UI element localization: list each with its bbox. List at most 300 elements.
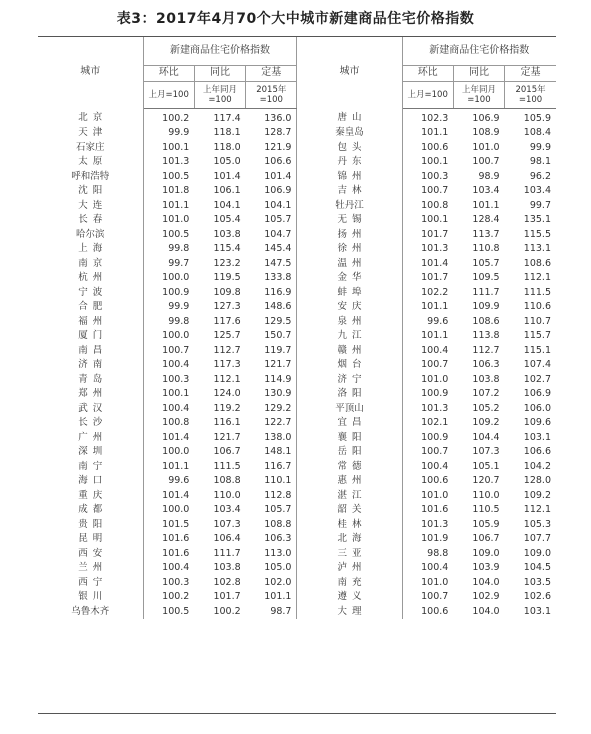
mom-cell-right: 101.3 [421, 402, 449, 414]
yoy-cell-left: 107.3 [213, 518, 241, 530]
yoy-cell-left: 100.2 [213, 605, 241, 617]
note-base-right: 2015年=100 [505, 81, 556, 108]
table-row [38, 532, 556, 547]
header-city-left: 城市 [38, 37, 143, 108]
table-row [38, 228, 556, 243]
mom-cell-left: 99.8 [168, 315, 190, 327]
city-cell-left: 呼和浩特 [38, 170, 143, 185]
table-row [38, 489, 556, 504]
table-row [38, 358, 556, 373]
base-cell-left: 148.1 [246, 445, 297, 460]
base-cell-right: 115.1 [523, 344, 551, 356]
base-cell-right: 115.5 [523, 228, 551, 240]
mom-cell-left: 100.3 [162, 373, 190, 385]
mom-cell-left: 100.5 [162, 605, 190, 617]
base-cell-left: 121.7 [246, 358, 297, 373]
header-base-left: 定基 [246, 66, 297, 82]
yoy-cell-right: 106.9 [472, 112, 500, 124]
table-row [38, 315, 556, 330]
mom-cell-right: 101.1 [421, 330, 449, 341]
base-cell-right: 110.7 [523, 315, 551, 327]
yoy-cell-right: 105.2 [472, 402, 500, 414]
base-cell-left: 106.6 [246, 155, 297, 170]
city-cell-left: 厦门 [38, 329, 143, 344]
city-cell-left: 宁波 [38, 286, 143, 301]
table-row [38, 126, 556, 141]
base-cell-left: 130.9 [246, 387, 297, 402]
city-cell-right: 烟台 [297, 358, 402, 373]
city-cell-right: 徐州 [297, 242, 402, 257]
mom-cell-left: 100.0 [162, 504, 190, 515]
base-cell-right: 112.1 [523, 272, 551, 283]
mom-cell-right: 100.6 [421, 141, 449, 153]
base-cell-left: 98.7 [246, 605, 297, 620]
mom-cell-right: 102.1 [421, 417, 449, 428]
base-cell-left: 108.8 [246, 518, 297, 533]
mom-cell-left: 99.6 [168, 475, 190, 486]
city-cell-right: 无锡 [297, 213, 402, 228]
yoy-cell-left: 111.5 [213, 460, 241, 472]
city-cell-right: 湛江 [297, 489, 402, 504]
base-cell-right: 103.4 [523, 185, 551, 196]
mom-cell-left: 100.2 [162, 591, 190, 602]
city-cell-left: 昆明 [38, 532, 143, 547]
yoy-cell-left: 111.7 [213, 547, 241, 559]
base-cell-right: 104.2 [523, 460, 551, 472]
yoy-cell-right: 113.8 [472, 330, 500, 341]
yoy-cell-right: 107.2 [472, 388, 500, 399]
yoy-cell-left: 121.7 [213, 431, 241, 443]
mom-cell-left: 100.7 [162, 344, 190, 356]
table-row [38, 460, 556, 475]
yoy-cell-left: 124.0 [213, 388, 241, 399]
yoy-cell-right: 113.7 [472, 228, 500, 240]
mom-cell-left: 100.4 [162, 402, 190, 414]
yoy-cell-right: 104.4 [472, 431, 500, 443]
city-cell-left: 武汉 [38, 402, 143, 417]
header-group-left: 新建商品住宅价格指数 [143, 37, 297, 66]
mom-cell-right: 101.6 [421, 504, 449, 515]
base-cell-right: 106.0 [523, 402, 551, 414]
city-cell-right: 锦州 [297, 170, 402, 185]
city-cell-right: 三亚 [297, 547, 402, 562]
yoy-cell-right: 111.7 [472, 286, 500, 298]
base-cell-right: 109.0 [523, 547, 551, 559]
mom-cell-left: 99.8 [168, 243, 190, 254]
table-row [38, 108, 556, 126]
mom-cell-left: 100.8 [162, 417, 190, 428]
mom-cell-left: 101.8 [162, 185, 190, 196]
city-cell-right: 九江 [297, 329, 402, 344]
note-mom-right: 上月=100 [402, 81, 453, 108]
note-base-left: 2015年=100 [246, 81, 297, 108]
mom-cell-left: 99.7 [168, 257, 190, 269]
yoy-cell-right: 104.0 [472, 605, 500, 617]
yoy-cell-left: 123.2 [213, 257, 241, 269]
table-row [38, 547, 556, 562]
base-cell-right: 98.1 [529, 156, 551, 167]
base-cell-left: 113.0 [246, 547, 297, 562]
yoy-cell-right: 105.7 [472, 257, 500, 269]
mom-cell-right: 101.9 [421, 533, 449, 544]
note-yoy-left: 上年同月=100 [194, 81, 245, 108]
city-cell-left: 乌鲁木齐 [38, 605, 143, 620]
table-row [38, 344, 556, 359]
header-yoy-right: 同比 [453, 66, 504, 82]
mom-cell-left: 100.0 [162, 446, 190, 457]
city-cell-left: 成都 [38, 503, 143, 518]
city-cell-right: 常德 [297, 460, 402, 475]
city-cell-left: 深圳 [38, 445, 143, 460]
mom-cell-left: 100.5 [162, 170, 190, 182]
yoy-cell-right: 107.3 [472, 446, 500, 457]
yoy-cell-right: 109.0 [472, 547, 500, 559]
mom-cell-right: 100.1 [421, 156, 449, 167]
yoy-cell-left: 119.2 [213, 402, 241, 414]
mom-cell-left: 100.0 [162, 272, 190, 283]
note-mom-left: 上月=100 [143, 81, 194, 108]
city-cell-right: 桂林 [297, 518, 402, 533]
mom-cell-right: 101.1 [421, 301, 449, 312]
base-cell-right: 99.7 [529, 199, 551, 211]
mom-cell-right: 100.8 [421, 199, 449, 211]
table-row [38, 170, 556, 185]
mom-cell-left: 101.4 [162, 489, 190, 501]
table-row [38, 431, 556, 446]
base-cell-left: 133.8 [246, 271, 297, 286]
city-cell-right: 韶关 [297, 503, 402, 518]
yoy-cell-right: 106.7 [472, 533, 500, 544]
table-row [38, 416, 556, 431]
mom-cell-left: 100.1 [162, 388, 190, 399]
mom-cell-right: 101.0 [421, 373, 449, 385]
yoy-cell-left: 105.0 [213, 156, 241, 167]
base-cell-right: 99.9 [529, 141, 551, 153]
city-cell-right: 赣州 [297, 344, 402, 359]
base-cell-left: 114.9 [246, 373, 297, 388]
city-cell-right: 包头 [297, 141, 402, 156]
yoy-cell-left: 103.8 [213, 228, 241, 240]
table-row [38, 576, 556, 591]
table-row [38, 590, 556, 605]
base-cell-right: 106.9 [523, 388, 551, 399]
mom-cell-right: 101.4 [421, 257, 449, 269]
mom-cell-left: 101.6 [162, 547, 190, 559]
city-cell-right: 温州 [297, 257, 402, 272]
mom-cell-right: 100.7 [421, 446, 449, 457]
city-cell-left: 杭州 [38, 271, 143, 286]
yoy-cell-left: 118.0 [213, 141, 241, 153]
table-body [38, 108, 556, 619]
base-cell-left: 112.8 [246, 489, 297, 504]
yoy-cell-left: 112.1 [213, 373, 241, 385]
mom-cell-right: 98.8 [427, 547, 449, 559]
mom-cell-left: 100.2 [162, 112, 190, 124]
yoy-cell-left: 119.5 [213, 272, 241, 283]
mom-cell-right: 101.0 [421, 489, 449, 501]
yoy-cell-left: 110.0 [213, 489, 241, 501]
base-cell-left: 116.7 [246, 460, 297, 475]
mom-cell-right: 100.9 [421, 388, 449, 399]
base-cell-left: 129.5 [246, 315, 297, 330]
city-cell-left: 哈尔滨 [38, 228, 143, 243]
base-cell-left: 129.2 [246, 402, 297, 417]
city-cell-left: 贵阳 [38, 518, 143, 533]
yoy-cell-right: 105.9 [472, 518, 500, 530]
yoy-cell-right: 103.8 [472, 373, 500, 385]
city-cell-left: 南宁 [38, 460, 143, 475]
yoy-cell-left: 118.1 [213, 127, 241, 138]
mom-cell-right: 102.3 [421, 112, 449, 124]
yoy-cell-right: 105.1 [472, 460, 500, 472]
city-cell-left: 济南 [38, 358, 143, 373]
city-cell-left: 上海 [38, 242, 143, 257]
yoy-cell-right: 109.2 [472, 417, 500, 428]
mom-cell-right: 100.4 [421, 562, 449, 573]
table-row [38, 329, 556, 344]
mom-cell-right: 100.3 [421, 170, 449, 182]
city-cell-left: 南昌 [38, 344, 143, 359]
yoy-cell-left: 127.3 [213, 301, 241, 312]
yoy-cell-left: 102.8 [213, 576, 241, 588]
city-cell-left: 广州 [38, 431, 143, 446]
base-cell-left: 150.7 [246, 329, 297, 344]
mom-cell-left: 101.0 [162, 214, 190, 225]
base-cell-right: 112.1 [523, 504, 551, 515]
mom-cell-left: 101.5 [162, 518, 190, 530]
city-cell-right: 岳阳 [297, 445, 402, 460]
mom-cell-right: 99.6 [427, 315, 449, 327]
table-row [38, 257, 556, 272]
city-cell-left: 长春 [38, 213, 143, 228]
mom-cell-right: 102.2 [421, 286, 449, 298]
yoy-cell-right: 120.7 [472, 475, 500, 486]
base-cell-right: 103.1 [523, 431, 551, 443]
city-cell-left: 福州 [38, 315, 143, 330]
table-row [38, 518, 556, 533]
mom-cell-left: 101.3 [162, 156, 190, 167]
city-cell-left: 大连 [38, 199, 143, 214]
mom-cell-right: 101.1 [421, 127, 449, 138]
yoy-cell-left: 106.1 [213, 185, 241, 196]
base-cell-left: 104.1 [246, 199, 297, 214]
base-cell-right: 109.6 [523, 417, 551, 428]
city-cell-right: 安庆 [297, 300, 402, 315]
city-cell-left: 银川 [38, 590, 143, 605]
yoy-cell-left: 125.7 [213, 330, 241, 341]
yoy-cell-right: 101.0 [472, 141, 500, 153]
city-cell-right: 北海 [297, 532, 402, 547]
yoy-cell-right: 110.5 [472, 504, 500, 515]
mom-cell-right: 101.0 [421, 576, 449, 588]
table-row [38, 474, 556, 489]
base-cell-left: 106.3 [246, 532, 297, 547]
base-cell-left: 148.6 [246, 300, 297, 315]
yoy-cell-left: 117.6 [213, 315, 241, 327]
table-row [38, 141, 556, 156]
mom-cell-left: 101.4 [162, 431, 190, 443]
table-row [38, 300, 556, 315]
base-cell-right: 135.1 [523, 214, 551, 225]
yoy-cell-left: 106.4 [213, 533, 241, 544]
city-cell-right: 扬州 [297, 228, 402, 243]
table-row [38, 402, 556, 417]
mom-cell-left: 101.1 [162, 460, 190, 472]
base-cell-right: 96.2 [529, 170, 551, 182]
base-cell-left: 116.9 [246, 286, 297, 301]
table-row [38, 199, 556, 214]
yoy-cell-right: 108.6 [472, 315, 500, 327]
yoy-cell-right: 108.9 [472, 127, 500, 138]
base-cell-right: 105.9 [523, 112, 551, 124]
city-cell-right: 大理 [297, 605, 402, 620]
base-cell-right: 128.0 [523, 475, 551, 486]
base-cell-left: 128.7 [246, 126, 297, 141]
base-cell-left: 101.1 [246, 590, 297, 605]
yoy-cell-right: 101.1 [472, 199, 500, 211]
base-cell-left: 105.7 [246, 213, 297, 228]
yoy-cell-right: 103.4 [472, 185, 500, 196]
base-cell-right: 109.2 [523, 489, 551, 501]
yoy-cell-right: 109.9 [472, 301, 500, 312]
city-cell-right: 蚌埠 [297, 286, 402, 301]
note-yoy-right: 上年同月=100 [453, 81, 504, 108]
city-cell-right: 泸州 [297, 561, 402, 576]
city-cell-right: 遵义 [297, 590, 402, 605]
city-cell-right: 唐山 [297, 108, 402, 126]
header-yoy-left: 同比 [194, 66, 245, 82]
city-cell-right: 南充 [297, 576, 402, 591]
mom-cell-right: 100.9 [421, 431, 449, 443]
city-cell-left: 郑州 [38, 387, 143, 402]
mom-cell-left: 101.1 [162, 199, 190, 211]
city-cell-left: 重庆 [38, 489, 143, 504]
city-cell-right: 泉州 [297, 315, 402, 330]
yoy-cell-right: 100.7 [472, 156, 500, 167]
mom-cell-right: 100.7 [421, 185, 449, 196]
mom-cell-right: 100.6 [421, 605, 449, 617]
base-cell-right: 111.5 [523, 286, 551, 298]
yoy-cell-left: 101.7 [213, 591, 241, 602]
yoy-cell-right: 109.5 [472, 272, 500, 283]
base-cell-right: 107.7 [523, 533, 551, 544]
city-cell-right: 宜昌 [297, 416, 402, 431]
city-cell-right: 济宁 [297, 373, 402, 388]
table-row [38, 242, 556, 257]
header-group-right: 新建商品住宅价格指数 [402, 37, 556, 66]
city-cell-left: 合肥 [38, 300, 143, 315]
mom-cell-left: 100.0 [162, 330, 190, 341]
yoy-cell-left: 101.4 [213, 170, 241, 182]
header-city-right: 城市 [297, 37, 402, 108]
mom-cell-left: 99.9 [168, 127, 190, 138]
yoy-cell-right: 102.9 [472, 591, 500, 602]
mom-cell-right: 100.7 [421, 359, 449, 370]
table-title: 表3：2017年4月70个大中城市新建商品住宅价格指数 [116, 11, 475, 27]
city-cell-right: 惠州 [297, 474, 402, 489]
city-cell-left: 兰州 [38, 561, 143, 576]
base-cell-left: 136.0 [246, 108, 297, 126]
base-cell-left: 147.5 [246, 257, 297, 272]
city-cell-right: 丹东 [297, 155, 402, 170]
base-cell-right: 103.1 [523, 605, 551, 617]
city-cell-left: 沈阳 [38, 184, 143, 199]
mom-cell-right: 100.4 [421, 460, 449, 472]
mom-cell-right: 101.3 [421, 518, 449, 530]
mom-cell-right: 101.7 [421, 228, 449, 240]
mom-cell-left: 99.9 [168, 301, 190, 312]
city-cell-left: 青岛 [38, 373, 143, 388]
mom-cell-right: 100.1 [421, 214, 449, 225]
base-cell-right: 103.5 [523, 576, 551, 588]
base-cell-right: 105.3 [523, 518, 551, 530]
table-row [38, 561, 556, 576]
table-row [38, 503, 556, 518]
mom-cell-right: 101.7 [421, 272, 449, 283]
yoy-cell-right: 112.7 [472, 344, 500, 356]
table-row [38, 387, 556, 402]
base-cell-right: 102.6 [523, 591, 551, 602]
city-cell-right: 洛阳 [297, 387, 402, 402]
yoy-cell-right: 128.4 [472, 214, 500, 225]
table-row [38, 445, 556, 460]
yoy-cell-right: 103.9 [472, 562, 500, 573]
yoy-cell-left: 117.3 [213, 359, 241, 370]
table-bottom-rule [38, 713, 556, 714]
price-index-table [38, 37, 556, 619]
header-mom-left: 环比 [143, 66, 194, 82]
mom-cell-right: 100.6 [421, 475, 449, 486]
base-cell-right: 102.7 [523, 373, 551, 385]
base-cell-right: 110.6 [523, 301, 551, 312]
mom-cell-right: 101.3 [421, 243, 449, 254]
base-cell-right: 108.6 [523, 257, 551, 269]
city-cell-right: 金华 [297, 271, 402, 286]
mom-cell-right: 100.7 [421, 591, 449, 602]
city-cell-left: 太原 [38, 155, 143, 170]
yoy-cell-right: 104.0 [472, 576, 500, 588]
yoy-cell-right: 98.9 [478, 170, 500, 182]
base-cell-left: 121.9 [246, 141, 297, 156]
city-cell-left: 长沙 [38, 416, 143, 431]
mom-cell-right: 100.4 [421, 344, 449, 356]
mom-cell-left: 100.3 [162, 576, 190, 588]
city-cell-right: 秦皇岛 [297, 126, 402, 141]
table-row [38, 213, 556, 228]
base-cell-left: 104.7 [246, 228, 297, 243]
header-mom-right: 环比 [402, 66, 453, 82]
mom-cell-left: 100.9 [162, 286, 190, 298]
table-row [38, 155, 556, 170]
header-base-right: 定基 [505, 66, 556, 82]
yoy-cell-left: 109.8 [213, 286, 241, 298]
base-cell-left: 106.9 [246, 184, 297, 199]
yoy-cell-left: 112.7 [213, 344, 241, 356]
base-cell-left: 110.1 [246, 474, 297, 489]
base-cell-right: 104.5 [523, 562, 551, 573]
mom-cell-left: 100.1 [162, 141, 190, 153]
table-row [38, 373, 556, 388]
yoy-cell-right: 110.8 [472, 243, 500, 254]
city-cell-left: 北京 [38, 108, 143, 126]
city-cell-left: 南京 [38, 257, 143, 272]
base-cell-left: 145.4 [246, 242, 297, 257]
city-cell-right: 牡丹江 [297, 199, 402, 214]
city-cell-left: 海口 [38, 474, 143, 489]
table-row [38, 271, 556, 286]
yoy-cell-left: 115.4 [213, 243, 241, 254]
mom-cell-left: 100.4 [162, 359, 190, 370]
